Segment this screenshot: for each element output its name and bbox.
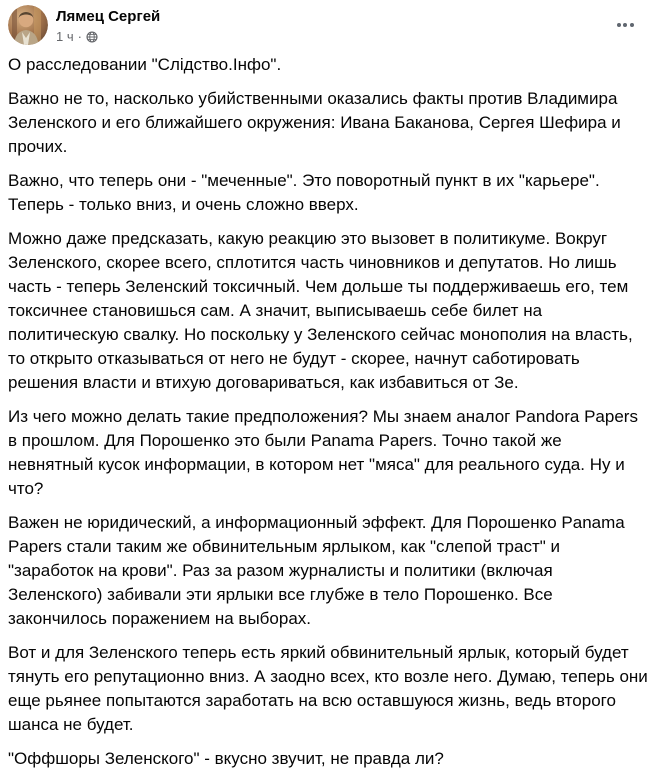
post-meta (56, 28, 160, 45)
post-paragraph: Важно не то, насколько убийственными оказались факты против Владимира Зеленского и его ближайшего окружения: Ивана Баканова, Сергея Шефира и прочих. (8, 89, 626, 156)
post-header-text (56, 5, 160, 45)
post-paragraph: О расследовании "Слідство.Інфо". (8, 55, 282, 74)
post-paragraph: Из чего можно делать такие предположения? Мы знаем аналог Pandora Papers в прошлом. Для Порошенко это были Panama Papers. Точно такой же невнятный кусок информации, в котором нет "мяса" для реального суда. Ну и что? (8, 407, 643, 498)
ellipsis-menu-icon (617, 23, 621, 27)
timestamp[interactable]: 1 ч (56, 29, 74, 44)
avatar-image (8, 5, 48, 45)
avatar[interactable] (8, 5, 48, 45)
meta-separator: · (77, 29, 82, 44)
post-text (0, 45, 657, 771)
post-options-button[interactable] (609, 13, 641, 37)
post-paragraph: Важен не юридический, а информационный эффект. Для Порошенко Panama Papers стали таким же обвинительным ярлыком, как "слепой траст" и "заработок на крови". Раз за разом журналисты и политики (включая Зеленского) забивали эти ярлыки все глубже в тело Порошенко. Все закончилось поражением на выборах. (8, 513, 630, 628)
post-header (0, 0, 657, 45)
post-paragraph: "Оффшоры Зеленского" - вкусно звучит, не правда ли? (8, 749, 444, 768)
post-paragraph: Можно даже предсказать, какую реакцию это вызовет в политикуме. Вокруг Зеленского, скорее всего, сплотится часть чиновников и депутатов. Но лишь часть - теперь Зеленский токсичный. Чем дольше ты поддерживаешь его, тем токсичнее становишься сам. А значит, выписываешь себе билет на политическую свалку. Но поскольку у Зеленского сейчас монополия на власть, то открыто отказываться от него не будут - скорее, начнут саботировать решения власти и втихую договариваться, как избавиться от Зе. (8, 229, 638, 392)
globe-icon (86, 31, 98, 43)
post-paragraph: Важно, что теперь они - "меченные". Это поворотный пункт в их "карьере". Теперь - только вниз, и очень сложно вверх. (8, 171, 605, 214)
author-name[interactable]: Лямец Сергей (56, 8, 161, 25)
post-paragraph: Вот и для Зеленского теперь есть яркий обвинительный ярлык, который будет тянуть его репутационно вниз. А заодно всех, кто возле него. Думаю, теперь они еще рьянее попытаются заработать на всю оставшуюся жизнь, ведь второго шанса не будет. (8, 643, 653, 734)
